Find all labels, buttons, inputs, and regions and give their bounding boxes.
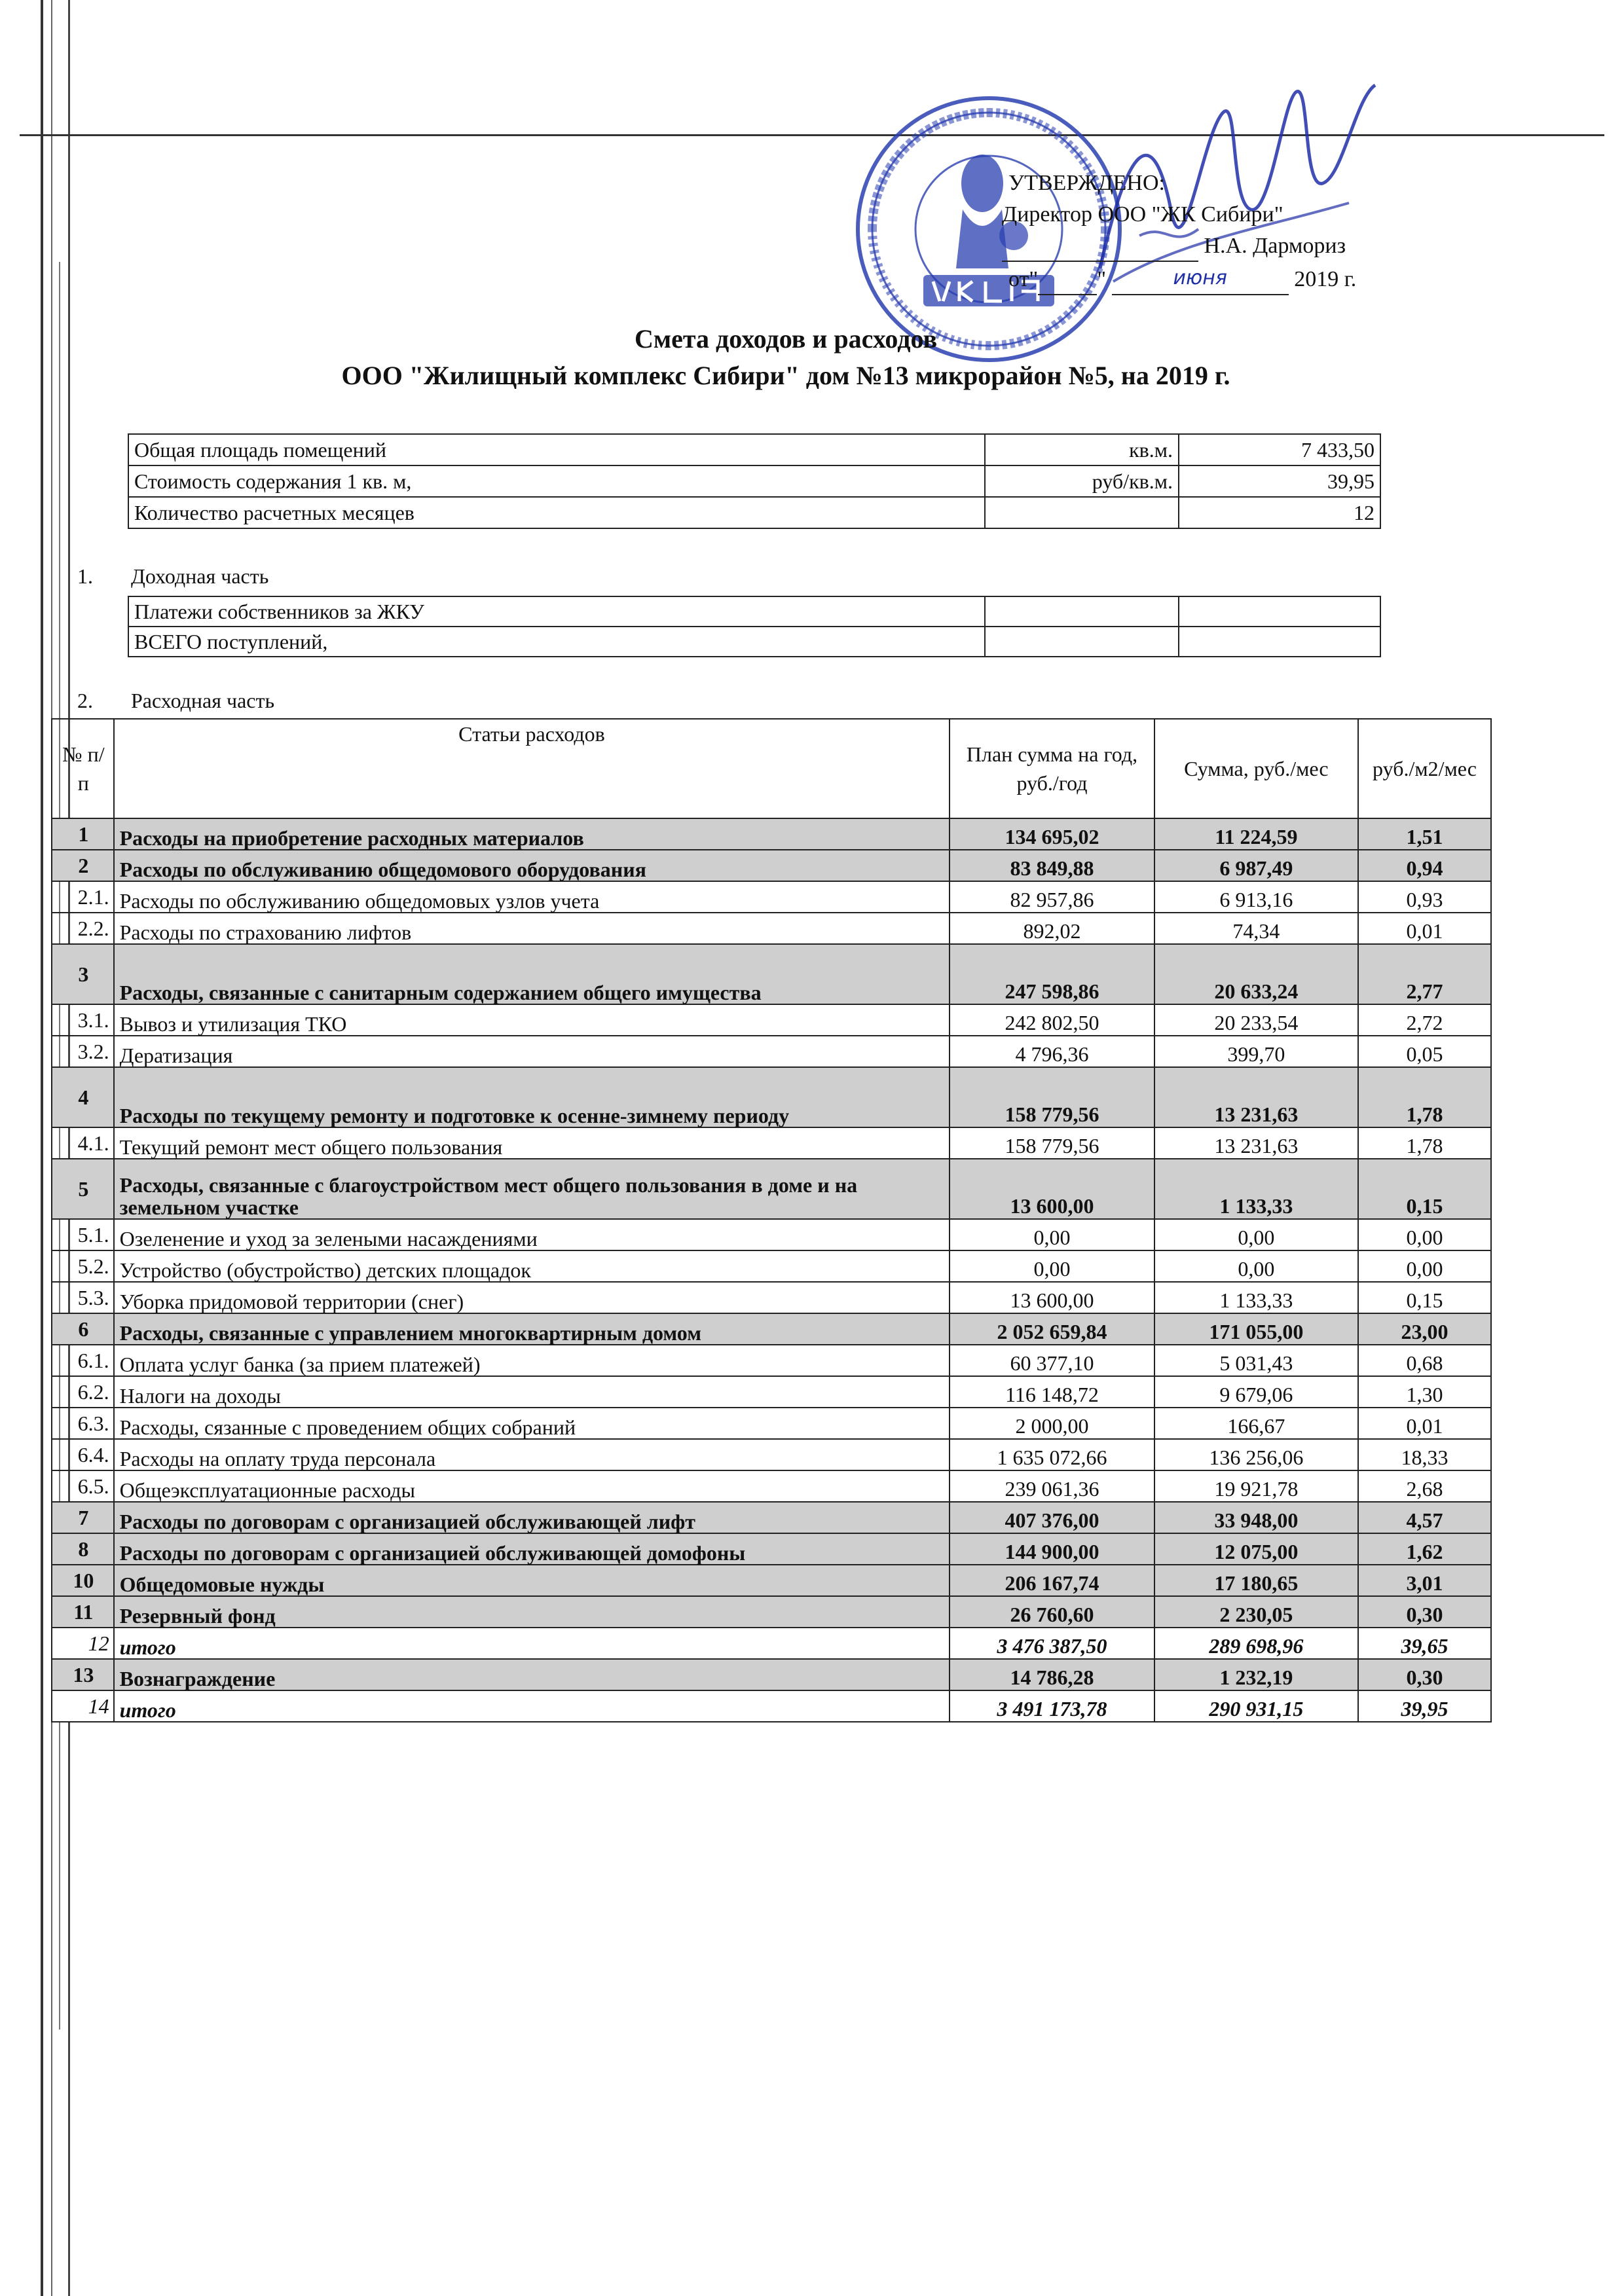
row-per-m2: 0,00: [1358, 1219, 1491, 1250]
income-section-number: 1.: [77, 564, 93, 588]
row-per-m2: 23,00: [1358, 1313, 1491, 1345]
row-name: Налоги на доходы: [114, 1376, 950, 1408]
expense-row: [52, 1628, 1491, 1659]
expense-row: [52, 1690, 1491, 1722]
expense-row: [52, 881, 1491, 913]
header-per-m2: руб./м2/мес: [1358, 719, 1491, 818]
row-name: Расходы по страхованию лифтов: [114, 913, 950, 944]
row-year-sum: 407 376,00: [950, 1502, 1154, 1533]
row-number: 12: [52, 1628, 114, 1659]
director-name: Н.А. Дармориз: [1204, 234, 1346, 258]
row-month-sum: 166,67: [1154, 1408, 1358, 1439]
row-year-sum: 242 802,50: [950, 1004, 1154, 1036]
expense-row: [52, 1067, 1491, 1127]
expense-row: [52, 1596, 1491, 1628]
approval-line4: от" " июня 2019 г.: [1008, 262, 1356, 295]
row-per-m2: 1,30: [1358, 1376, 1491, 1408]
expense-row: [52, 1004, 1491, 1036]
row-month-sum: 13 231,63: [1154, 1127, 1358, 1159]
income-row: [128, 627, 1380, 657]
row-name: Озеленение и уход за зелеными насаждениями: [114, 1219, 950, 1250]
expense-row: [52, 1533, 1491, 1565]
row-per-m2: 0,68: [1358, 1345, 1491, 1376]
row-number: 3: [52, 944, 114, 1004]
income-section-title: Доходная часть: [131, 564, 269, 588]
row-name: Вывоз и утилизация ТКО: [114, 1004, 950, 1036]
row-name: Расходы на приобретение расходных материалов: [114, 818, 950, 850]
expense-row: [52, 1250, 1491, 1282]
row-year-sum: 116 148,72: [950, 1376, 1154, 1408]
approval-month: июня: [1173, 266, 1227, 289]
param-value: 7 433,50: [1179, 434, 1380, 465]
row-year-sum: 0,00: [950, 1219, 1154, 1250]
row-year-sum: 13 600,00: [950, 1159, 1154, 1219]
row-per-m2: 2,68: [1358, 1470, 1491, 1502]
row-year-sum: 206 167,74: [950, 1565, 1154, 1596]
row-name: итого: [114, 1690, 950, 1722]
param-value: 39,95: [1179, 465, 1380, 497]
row-month-sum: 19 921,78: [1154, 1470, 1358, 1502]
approval-year: 2019 г.: [1294, 267, 1357, 291]
row-month-sum: 171 055,00: [1154, 1313, 1358, 1345]
income-label: ВСЕГО поступлений,: [128, 627, 985, 657]
row-per-m2: 4,57: [1358, 1502, 1491, 1533]
row-per-m2: 0,05: [1358, 1036, 1491, 1067]
row-number: 5: [52, 1159, 114, 1219]
title-line1: Смета доходов и расходов: [634, 324, 938, 354]
expense-row: [52, 1565, 1491, 1596]
row-per-m2: 39,65: [1358, 1628, 1491, 1659]
params-row: [128, 465, 1380, 497]
expense-row: [52, 1470, 1491, 1502]
params-table: [128, 433, 1381, 529]
approval-line1: УТВЕРЖДЕНО:: [1008, 171, 1165, 195]
row-year-sum: 2 052 659,84: [950, 1313, 1154, 1345]
row-year-sum: 892,02: [950, 913, 1154, 944]
row-month-sum: 12 075,00: [1154, 1533, 1358, 1565]
row-number: 6.5.: [52, 1470, 114, 1502]
row-month-sum: 1 232,19: [1154, 1659, 1358, 1690]
expense-row: [52, 1219, 1491, 1250]
row-name: Текущий ремонт мест общего пользования: [114, 1127, 950, 1159]
row-per-m2: 18,33: [1358, 1439, 1491, 1470]
row-month-sum: 289 698,96: [1154, 1628, 1358, 1659]
row-year-sum: 4 796,36: [950, 1036, 1154, 1067]
row-month-sum: 1 133,33: [1154, 1282, 1358, 1313]
param-unit: [985, 497, 1179, 528]
row-name: Оплата услуг банка (за прием платежей): [114, 1345, 950, 1376]
row-per-m2: 0,00: [1358, 1250, 1491, 1282]
row-month-sum: 136 256,06: [1154, 1439, 1358, 1470]
row-year-sum: 144 900,00: [950, 1533, 1154, 1565]
row-number: 10: [52, 1565, 114, 1596]
expense-row: [52, 1502, 1491, 1533]
row-year-sum: 2 000,00: [950, 1408, 1154, 1439]
row-name: Расходы по текущему ремонту и подготовке к осенне-зимнему периоду: [114, 1067, 950, 1127]
param-unit: руб/кв.м.: [985, 465, 1179, 497]
income-label: Платежи собственников за ЖКУ: [128, 596, 985, 627]
income-row: [128, 596, 1380, 627]
params-row: [128, 434, 1380, 465]
row-per-m2: 0,15: [1358, 1159, 1491, 1219]
row-number: 11: [52, 1596, 114, 1628]
header-month: Сумма, руб./мес: [1154, 719, 1358, 818]
row-number: 8: [52, 1533, 114, 1565]
expense-section-number: 2.: [77, 689, 93, 712]
row-month-sum: 6 913,16: [1154, 881, 1358, 913]
row-name: Расходы по договорам с организацией обслуживающей лифт: [114, 1502, 950, 1533]
row-name: Устройство (обустройство) детских площадок: [114, 1250, 950, 1282]
row-month-sum: 290 931,15: [1154, 1690, 1358, 1722]
row-month-sum: 5 031,43: [1154, 1345, 1358, 1376]
row-number: 6.2.: [52, 1376, 114, 1408]
row-per-m2: 0,30: [1358, 1659, 1491, 1690]
row-month-sum: 11 224,59: [1154, 818, 1358, 850]
expense-section-title: Расходная часть: [131, 689, 275, 712]
row-per-m2: 1,78: [1358, 1067, 1491, 1127]
row-number: 6.1.: [52, 1345, 114, 1376]
row-per-m2: 0,01: [1358, 1408, 1491, 1439]
expense-table: [51, 718, 1492, 1722]
expense-rows: [52, 818, 1491, 1722]
row-per-m2: 1,62: [1358, 1533, 1491, 1565]
param-value: 12: [1179, 497, 1380, 528]
row-year-sum: 1 635 072,66: [950, 1439, 1154, 1470]
row-name: Расходы, связанные с санитарным содержанием общего имущества: [114, 944, 950, 1004]
row-number: 5.2.: [52, 1250, 114, 1282]
expense-row: [52, 1659, 1491, 1690]
expense-row: [52, 1282, 1491, 1313]
param-label: Общая площадь помещений: [128, 434, 985, 465]
row-month-sum: 17 180,65: [1154, 1565, 1358, 1596]
params-row: [128, 497, 1380, 528]
row-number: 6: [52, 1313, 114, 1345]
row-per-m2: 0,30: [1358, 1596, 1491, 1628]
row-per-m2: 0,15: [1358, 1282, 1491, 1313]
row-per-m2: 2,72: [1358, 1004, 1491, 1036]
document-title: [0, 321, 1572, 394]
row-name: Расходы по обслуживанию общедомового оборудования: [114, 850, 950, 881]
row-year-sum: 239 061,36: [950, 1470, 1154, 1502]
header-num: № п/п: [52, 719, 114, 818]
row-year-sum: 60 377,10: [950, 1345, 1154, 1376]
row-name: Расходы, сязанные с проведением общих собраний: [114, 1408, 950, 1439]
row-number: 6.3.: [52, 1408, 114, 1439]
row-month-sum: 0,00: [1154, 1250, 1358, 1282]
expense-row: [52, 1036, 1491, 1067]
row-month-sum: 13 231,63: [1154, 1067, 1358, 1127]
row-per-m2: 1,78: [1358, 1127, 1491, 1159]
row-year-sum: 83 849,88: [950, 850, 1154, 881]
row-year-sum: 14 786,28: [950, 1659, 1154, 1690]
row-name: Уборка придомовой территории (снег): [114, 1282, 950, 1313]
row-per-m2: 0,94: [1358, 850, 1491, 881]
row-number: 2.2.: [52, 913, 114, 944]
row-name: Вознаграждение: [114, 1659, 950, 1690]
row-number: 3.2.: [52, 1036, 114, 1067]
row-number: 4.1.: [52, 1127, 114, 1159]
title-line2: ООО "Жилищный комплекс Сибири" дом №13 микрорайон №5, на 2019 г.: [341, 361, 1230, 390]
row-per-m2: 3,01: [1358, 1565, 1491, 1596]
row-month-sum: 33 948,00: [1154, 1502, 1358, 1533]
expense-row: [52, 850, 1491, 881]
row-month-sum: 20 633,24: [1154, 944, 1358, 1004]
income-table: [128, 596, 1381, 657]
row-name: Резервный фонд: [114, 1596, 950, 1628]
expense-row: [52, 1159, 1491, 1219]
row-per-m2: 2,77: [1358, 944, 1491, 1004]
row-year-sum: 158 779,56: [950, 1127, 1154, 1159]
expense-row: [52, 1408, 1491, 1439]
param-unit: кв.м.: [985, 434, 1179, 465]
row-month-sum: 1 133,33: [1154, 1159, 1358, 1219]
row-number: 13: [52, 1659, 114, 1690]
expense-row: [52, 1127, 1491, 1159]
row-name: Расходы, связанные с благоустройством мест общего пользования в доме и на земельном участке: [114, 1159, 950, 1219]
row-year-sum: 3 491 173,78: [950, 1690, 1154, 1722]
row-name: Расходы, связанные с управлением многоквартирным домом: [114, 1313, 950, 1345]
row-name: Расходы по обслуживанию общедомовых узлов учета: [114, 881, 950, 913]
param-label: Количество расчетных месяцев: [128, 497, 985, 528]
row-year-sum: 82 957,86: [950, 881, 1154, 913]
row-month-sum: 2 230,05: [1154, 1596, 1358, 1628]
row-name: Общедомовые нужды: [114, 1565, 950, 1596]
expense-header-row: [52, 719, 1491, 818]
approval-line3: [1002, 230, 1356, 262]
row-number: 5.1.: [52, 1219, 114, 1250]
row-per-m2: 0,93: [1358, 881, 1491, 913]
row-name: Дератизация: [114, 1036, 950, 1067]
row-per-m2: 1,51: [1358, 818, 1491, 850]
row-month-sum: 20 233,54: [1154, 1004, 1358, 1036]
row-per-m2: 0,01: [1358, 913, 1491, 944]
expense-row: [52, 1439, 1491, 1470]
row-month-sum: 399,70: [1154, 1036, 1358, 1067]
row-year-sum: 0,00: [950, 1250, 1154, 1282]
header-name: Статьи расходов: [114, 719, 950, 818]
expense-row: [52, 944, 1491, 1004]
approval-line2: Директор ООО "ЖК Сибири": [1002, 202, 1283, 227]
row-number: 2.1.: [52, 881, 114, 913]
row-number: 5.3.: [52, 1282, 114, 1313]
row-number: 14: [52, 1690, 114, 1722]
expense-row: [52, 1376, 1491, 1408]
row-number: 1: [52, 818, 114, 850]
header-year: План сумма на год, руб./год: [950, 719, 1154, 818]
row-name: итого: [114, 1628, 950, 1659]
row-per-m2: 39,95: [1358, 1690, 1491, 1722]
approval-block: [1002, 168, 1357, 295]
row-year-sum: 134 695,02: [950, 818, 1154, 850]
expense-row: [52, 818, 1491, 850]
row-year-sum: 158 779,56: [950, 1067, 1154, 1127]
row-name: Общеэксплуатационные расходы: [114, 1470, 950, 1502]
row-number: 7: [52, 1502, 114, 1533]
param-label: Стоимость содержания 1 кв. м,: [128, 465, 985, 497]
row-number: 6.4.: [52, 1439, 114, 1470]
row-month-sum: 9 679,06: [1154, 1376, 1358, 1408]
row-name: Расходы на оплату труда персонала: [114, 1439, 950, 1470]
row-number: 3.1.: [52, 1004, 114, 1036]
row-month-sum: 6 987,49: [1154, 850, 1358, 881]
row-year-sum: 247 598,86: [950, 944, 1154, 1004]
row-number: 4: [52, 1067, 114, 1127]
row-number: 2: [52, 850, 114, 881]
row-year-sum: 13 600,00: [950, 1282, 1154, 1313]
expense-row: [52, 1313, 1491, 1345]
row-year-sum: 3 476 387,50: [950, 1628, 1154, 1659]
row-month-sum: 74,34: [1154, 913, 1358, 944]
row-name: Расходы по договорам с организацией обслуживающей домофоны: [114, 1533, 950, 1565]
row-month-sum: 0,00: [1154, 1219, 1358, 1250]
expense-row: [52, 913, 1491, 944]
expense-row: [52, 1345, 1491, 1376]
row-year-sum: 26 760,60: [950, 1596, 1154, 1628]
